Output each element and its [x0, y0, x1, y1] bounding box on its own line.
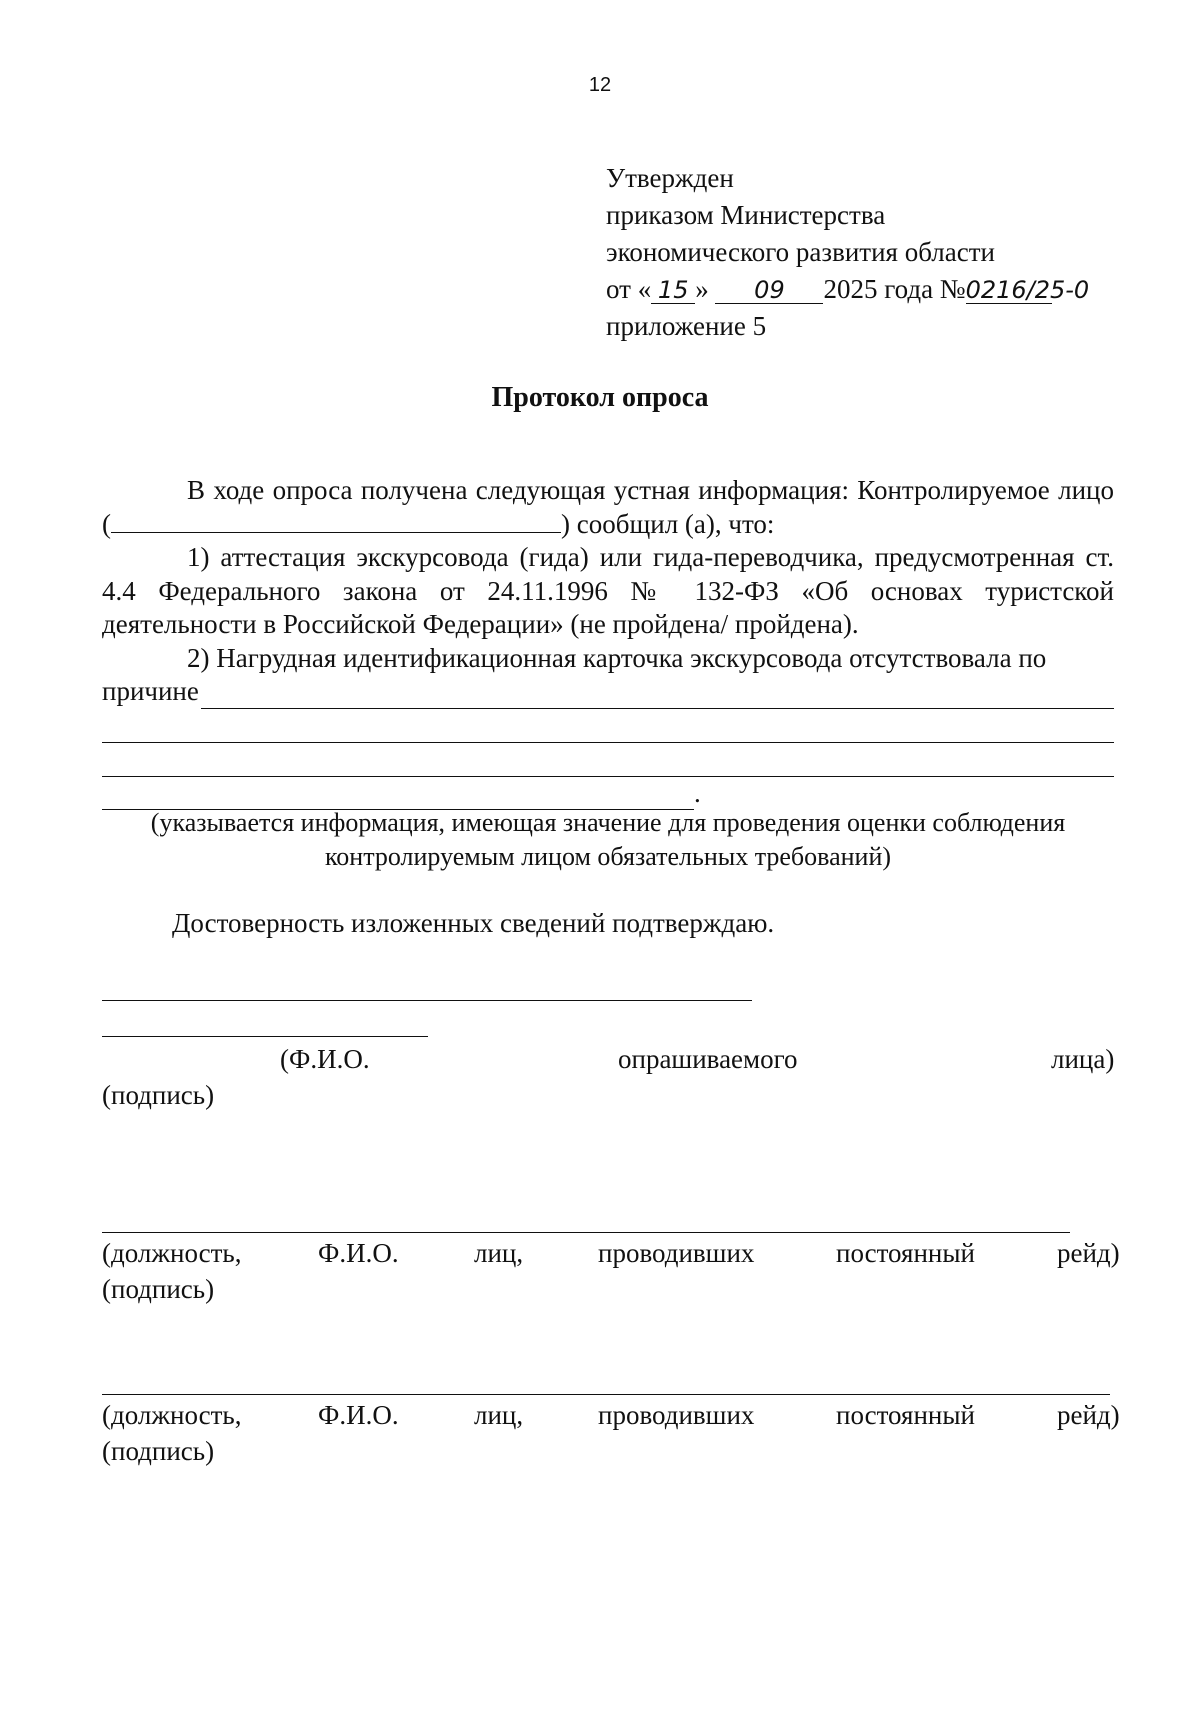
sig2-word-1: (должность,: [102, 1238, 242, 1268]
explanatory-note: (указывается информация, имеющая значение для проведения оценки соблюдения контролируемым лицом обязательных требований): [150, 808, 1066, 871]
sig1-word-3: лица): [1051, 1044, 1115, 1074]
approval-line-appendix: приложение 5: [606, 311, 767, 341]
approval-line-date: [606, 271, 1090, 308]
reason-line: [102, 675, 1114, 709]
sig1-word-1: (Ф.И.О.: [280, 1044, 370, 1074]
sig3-word-3: лиц,: [474, 1400, 524, 1430]
sig1-word-2: опрашиваемого: [618, 1044, 798, 1074]
signature-line-3: [102, 1394, 1110, 1395]
document-body: [102, 474, 1114, 810]
sig3-word-6: рейд): [1057, 1400, 1120, 1430]
sig2-signature-label: (подпись): [102, 1274, 215, 1304]
sig2-word-3: лиц,: [474, 1238, 524, 1268]
handwritten-number: 0216/25-0: [965, 276, 1090, 304]
signature-line-2: [102, 1232, 1070, 1233]
approval-line-approved: Утвержден: [606, 163, 734, 193]
date-prefix: от «: [606, 274, 652, 304]
sig2-word-5: постоянный: [836, 1238, 975, 1268]
sig1-signature-label: (подпись): [102, 1080, 215, 1110]
page-number: 12: [588, 74, 612, 96]
reason-last-line: [102, 777, 1114, 811]
sig3-signature-label: (подпись): [102, 1436, 215, 1466]
reason-label: причине: [102, 676, 199, 706]
document-title: Протокол опроса: [491, 382, 709, 413]
signature-line-1b: [102, 1036, 428, 1037]
reason-blank-3: [102, 743, 1114, 777]
handwritten-month: 09: [715, 277, 823, 304]
confirmation-text: Достоверность изложенных сведений подтверждаю.: [172, 908, 775, 938]
approval-line-ministry: экономического развития области: [606, 237, 995, 267]
handwritten-day: 15: [651, 277, 695, 304]
reason-blank-2: [102, 709, 1114, 743]
sig2-word-4: проводивших: [598, 1238, 755, 1268]
date-mid: »: [695, 274, 709, 304]
reason-blank-1: [201, 682, 1114, 709]
paragraph-item-2: 2) Нагрудная идентификационная карточка экскурсовода отсутствовала по: [187, 642, 1047, 673]
sig3-word-5: постоянный: [836, 1400, 975, 1430]
approval-line-order: приказом Министерства: [606, 200, 886, 230]
sig3-word-1: (должность,: [102, 1400, 242, 1430]
sig2-word-6: рейд): [1057, 1238, 1120, 1268]
paragraph-intro: [102, 474, 1114, 541]
intro-text: В ходе опроса получена следующая устная информация: Контролируемое лицо (: [102, 475, 1114, 539]
intro-end-text: ) сообщил (а), что:: [561, 508, 775, 539]
sig2-word-2: Ф.И.О.: [318, 1238, 399, 1268]
paragraph-item-1: 1) аттестация экскурсовода (гида) или гида-переводчика, предусмотренная ст. 4.4 Федерального закона от 24.11.1996 № 132-ФЗ «Об основах туристской деятельности в Российской Федерации» (не пройдена/ пройдена).: [102, 542, 1114, 639]
approval-block: [606, 160, 1090, 345]
year-text: 2025 года №: [823, 274, 966, 304]
sig3-word-4: проводивших: [598, 1400, 755, 1430]
sig3-word-2: Ф.И.О.: [318, 1400, 399, 1430]
signature-line-1a: [102, 1000, 752, 1001]
controlled-person-blank: [111, 532, 561, 533]
reason-end-dot: .: [694, 777, 701, 808]
